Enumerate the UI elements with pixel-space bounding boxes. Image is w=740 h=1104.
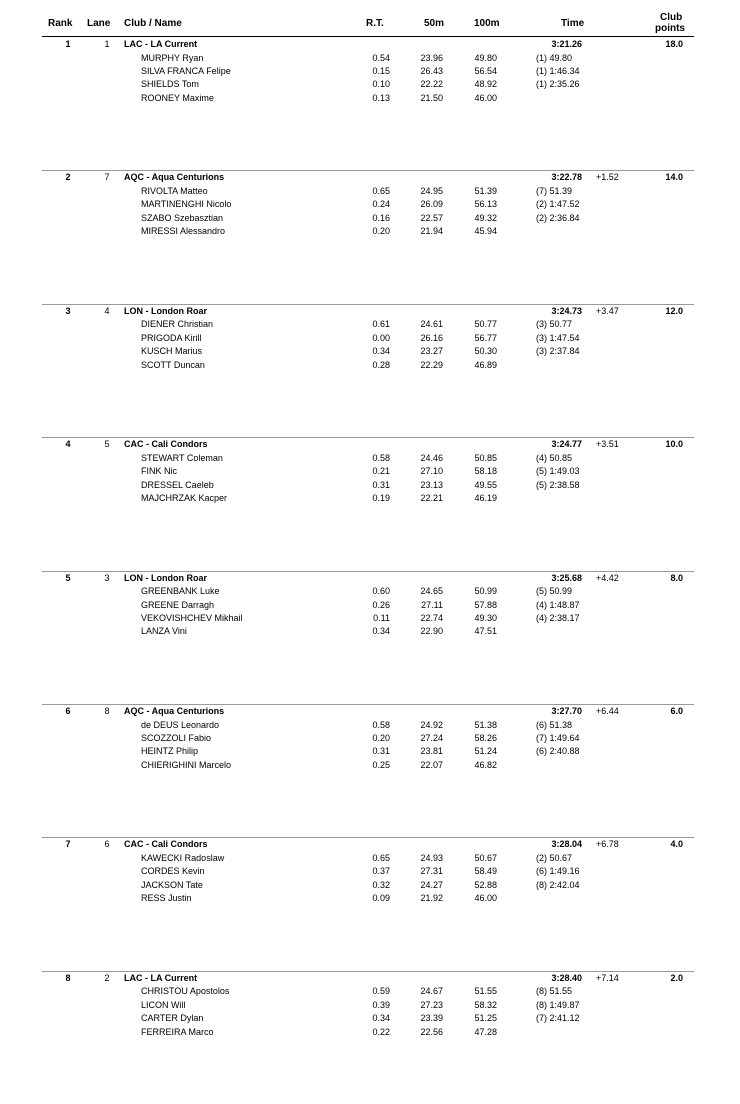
- swimmer-split-100m: 49.55: [474, 479, 497, 490]
- team-lane: 4: [104, 305, 110, 316]
- swimmer-cumulative-time: (6) 2:40.88: [536, 746, 580, 757]
- swimmer-cumulative-time: (5) 50.99: [536, 586, 573, 597]
- swimmer-split-50m: 26.43: [420, 66, 443, 76]
- swimmer-split-100m: 50.77: [474, 319, 497, 330]
- swimmer-split-100m: 58.18: [474, 466, 497, 477]
- swimmer-row: [0, 212, 740, 225]
- team-club-name: AQC - Aqua Centurions: [124, 705, 225, 716]
- team-final-time: 3:24.77: [551, 439, 582, 450]
- swimmer-reaction-time: 0.21: [372, 466, 390, 477]
- swimmer-name: ROONEY Maxime: [141, 92, 214, 103]
- team-rank: 6: [65, 705, 71, 716]
- team-row: [0, 38, 740, 51]
- swimmer-split-50m: 27.23: [420, 999, 443, 1010]
- swimmer-split-100m: 51.24: [474, 746, 497, 757]
- team-final-time: 3:27.70: [551, 705, 582, 716]
- swimmer-row: [0, 332, 740, 345]
- header-rank: Rank: [48, 18, 73, 29]
- swimmer-split-50m: 22.07: [420, 759, 443, 770]
- swimmer-reaction-time: 0.28: [372, 359, 390, 370]
- swimmer-reaction-time: 0.16: [372, 212, 390, 223]
- swimmer-split-50m: 24.27: [420, 879, 443, 890]
- swimmer-row: [0, 345, 740, 358]
- swimmer-split-100m: 47.51: [474, 626, 497, 637]
- swimmer-cumulative-time: (5) 2:38.58: [536, 479, 580, 490]
- team-club-points: 4.0: [670, 839, 683, 850]
- team-club-points: 2.0: [670, 972, 683, 983]
- swimmer-split-50m: 21.50: [420, 92, 443, 103]
- swimmer-reaction-time: 0.37: [372, 866, 390, 877]
- swimmer-reaction-time: 0.34: [372, 1013, 390, 1024]
- swimmer-name: JACKSON Tate: [141, 879, 203, 890]
- swimmer-reaction-time: 0.20: [372, 732, 390, 743]
- team-result-block: [0, 304, 740, 437]
- swimmer-row: [0, 52, 740, 65]
- team-club-points: 14.0: [665, 172, 683, 183]
- team-final-time: 3:28.04: [551, 839, 582, 850]
- swimmer-name: GREENE Darragh: [141, 599, 215, 610]
- swimmer-reaction-time: 0.65: [372, 185, 390, 196]
- swimmer-split-100m: 47.28: [474, 1026, 497, 1037]
- swimmer-split-50m: 22.57: [420, 212, 443, 223]
- swimmer-cumulative-time: (3) 50.77: [536, 319, 573, 330]
- team-result-block: [0, 571, 740, 704]
- swimmer-reaction-time: 0.26: [372, 599, 390, 610]
- swimmer-name: GREENBANK Luke: [141, 586, 220, 597]
- team-row: [0, 705, 740, 718]
- swimmer-reaction-time: 0.65: [372, 852, 390, 863]
- swimmer-split-100m: 56.13: [474, 199, 497, 210]
- swimmer-split-50m: 22.21: [420, 492, 443, 503]
- swimmer-row: [0, 198, 740, 211]
- team-final-time: 3:28.40: [551, 972, 582, 983]
- swimmer-split-100m: 56.77: [474, 332, 497, 343]
- swimmer-reaction-time: 0.60: [372, 586, 390, 597]
- swimmer-cumulative-time: (8) 51.55: [536, 986, 573, 997]
- swimmer-reaction-time: 0.54: [372, 52, 390, 63]
- team-rank: 5: [65, 572, 71, 583]
- swimmer-row: [0, 585, 740, 598]
- swimmer-split-100m: 52.88: [474, 879, 497, 890]
- results-table: [0, 37, 740, 1104]
- team-club-points: 6.0: [670, 705, 683, 716]
- swimmer-name: KAWECKI Radoslaw: [141, 852, 225, 863]
- swimmer-split-100m: 50.67: [474, 852, 497, 863]
- results-header: [0, 0, 740, 37]
- swimmer-reaction-time: 0.22: [372, 1026, 390, 1037]
- swimmer-reaction-time: 0.25: [372, 759, 390, 770]
- swimmer-row: [0, 599, 740, 612]
- swimmer-cumulative-time: (4) 2:38.17: [536, 612, 580, 623]
- swimmer-row: [0, 612, 740, 625]
- swimmer-split-100m: 58.49: [474, 866, 497, 877]
- swimmer-split-100m: 49.32: [474, 212, 497, 223]
- team-row: [0, 171, 740, 184]
- swimmer-split-50m: 27.31: [420, 866, 443, 877]
- swimmer-name: HEINTZ Philip: [141, 746, 199, 757]
- swimmer-name: VEKOVISHCHEV Mikhail: [141, 612, 243, 623]
- swimmer-split-100m: 51.38: [474, 719, 497, 730]
- swimmer-row: [0, 65, 740, 78]
- swimmer-row: [0, 852, 740, 865]
- team-rank: 7: [65, 839, 71, 850]
- swimmer-split-100m: 48.92: [474, 79, 497, 90]
- swimmer-split-50m: 27.11: [421, 599, 443, 610]
- swimmer-reaction-time: 0.59: [372, 986, 390, 997]
- swimmer-reaction-time: 0.31: [372, 479, 390, 490]
- swimmer-row: [0, 732, 740, 745]
- swimmer-split-50m: 24.93: [420, 852, 443, 863]
- header-reaction-time: R.T.: [366, 18, 384, 29]
- swimmer-name: SCOZZOLI Fabio: [141, 732, 212, 743]
- swimmer-cumulative-time: (2) 2:36.84: [536, 212, 580, 223]
- swimmer-cumulative-time: (6) 51.38: [536, 719, 573, 730]
- header-club-points-line2: points: [655, 23, 685, 34]
- team-time-behind: +7.14: [596, 972, 619, 983]
- team-result-block: [0, 704, 740, 837]
- swimmer-split-100m: 45.94: [474, 226, 497, 237]
- swimmer-reaction-time: 0.58: [372, 719, 390, 730]
- swimmer-split-50m: 23.39: [420, 1013, 443, 1024]
- swimmer-split-50m: 24.61: [420, 319, 443, 330]
- team-rank: 1: [65, 39, 71, 49]
- swimmer-reaction-time: 0.24: [372, 199, 390, 210]
- swimmer-cumulative-time: (1) 1:46.34: [536, 66, 580, 76]
- swimmer-name: FINK Nic: [141, 466, 177, 477]
- team-rank: 4: [65, 439, 71, 450]
- swimmer-cumulative-time: (6) 1:49.16: [536, 866, 580, 877]
- swimmer-split-100m: 58.32: [474, 999, 497, 1010]
- swimmer-row: [0, 985, 740, 998]
- team-final-time: 3:25.68: [551, 572, 582, 583]
- swimmer-reaction-time: 0.34: [372, 346, 390, 357]
- swimmer-name: FERREIRA Marco: [141, 1026, 214, 1037]
- team-club-name: AQC - Aqua Centurions: [124, 172, 225, 183]
- swimmer-split-50m: 22.22: [420, 79, 443, 90]
- team-time-behind: +1.52: [596, 172, 619, 183]
- team-club-name: LON - London Roar: [124, 305, 207, 316]
- swimmer-split-50m: 23.13: [420, 479, 443, 490]
- swimmer-name: CARTER Dylan: [141, 1013, 204, 1024]
- swimmer-name: de DEUS Leonardo: [141, 719, 220, 730]
- team-time-behind: +4.42: [596, 572, 619, 583]
- team-result-block: [0, 971, 740, 1104]
- swimmer-split-50m: 21.92: [420, 893, 443, 904]
- team-lane: 7: [104, 172, 110, 183]
- team-club-name: LAC - LA Current: [124, 39, 198, 49]
- swimmer-row: [0, 625, 740, 638]
- team-time-behind: +3.47: [596, 305, 619, 316]
- swimmer-cumulative-time: (2) 1:47.52: [536, 199, 580, 210]
- team-row: [0, 838, 740, 851]
- swimmer-cumulative-time: (7) 51.39: [536, 185, 573, 196]
- team-lane: 5: [104, 439, 110, 450]
- swimmer-split-100m: 56.54: [474, 66, 497, 76]
- team-row: [0, 972, 740, 985]
- swimmer-name: DIENER Christian: [141, 319, 214, 330]
- swimmer-row: [0, 452, 740, 465]
- team-lane: 1: [104, 39, 110, 49]
- header-50m: 50m: [424, 18, 445, 29]
- swimmer-reaction-time: 0.39: [372, 999, 390, 1010]
- swimmer-split-50m: 24.67: [420, 986, 443, 997]
- swimmer-cumulative-time: (8) 2:42.04: [536, 879, 580, 890]
- swimmer-cumulative-time: (4) 50.85: [536, 452, 573, 463]
- swimmer-reaction-time: 0.20: [372, 226, 390, 237]
- swimmer-row: [0, 1026, 740, 1039]
- swimmer-name: RESS Justin: [141, 893, 192, 904]
- swimmer-row: [0, 719, 740, 732]
- swimmer-name: PRIGODA Kirill: [141, 332, 202, 343]
- swimmer-row: [0, 492, 740, 505]
- team-club-name: CAC - Cali Condors: [124, 439, 208, 450]
- swimmer-reaction-time: 0.61: [372, 319, 390, 330]
- swimmer-name: LANZA Vini: [141, 626, 187, 637]
- swimmer-cumulative-time: (2) 50.67: [536, 852, 573, 863]
- swimmer-name: MURPHY Ryan: [141, 52, 204, 63]
- swimmer-split-100m: 46.89: [474, 359, 497, 370]
- swimmer-row: [0, 892, 740, 905]
- team-result-block: [0, 837, 740, 970]
- swimmer-name: SZABO Szebasztian: [141, 212, 224, 223]
- team-rank: 3: [65, 305, 71, 316]
- swimmer-split-50m: 23.96: [420, 52, 443, 63]
- swimmer-split-100m: 46.19: [474, 492, 497, 503]
- header-club-name: Club / Name: [124, 18, 182, 29]
- swimmer-split-100m: 49.80: [474, 52, 497, 63]
- swimmer-reaction-time: 0.13: [372, 92, 390, 103]
- team-time-behind: +3.51: [596, 439, 619, 450]
- swimmer-row: [0, 479, 740, 492]
- team-lane: 3: [104, 572, 110, 583]
- swimmer-name: STEWART Coleman: [141, 452, 223, 463]
- swimmer-split-100m: 46.00: [474, 893, 497, 904]
- swimmer-cumulative-time: (3) 1:47.54: [536, 332, 580, 343]
- swimmer-row: [0, 745, 740, 758]
- swimmer-split-100m: 46.00: [474, 92, 497, 103]
- swimmer-split-100m: 50.99: [474, 586, 497, 597]
- team-club-points: 10.0: [665, 439, 683, 450]
- swimmer-split-100m: 49.30: [474, 612, 497, 623]
- swimmer-name: CHIERIGHINI Marcelo: [141, 759, 232, 770]
- swimmer-reaction-time: 0.32: [372, 879, 390, 890]
- swimmer-reaction-time: 0.31: [372, 746, 390, 757]
- swimmer-split-100m: 51.55: [474, 986, 497, 997]
- swimmer-row: [0, 999, 740, 1012]
- team-lane: 2: [104, 972, 110, 983]
- swimmer-row: [0, 318, 740, 331]
- header-time: Time: [561, 18, 585, 29]
- swimmer-split-50m: 23.27: [420, 346, 443, 357]
- swimmer-reaction-time: 0.19: [372, 492, 390, 503]
- team-rank: 2: [65, 172, 71, 183]
- swimmer-reaction-time: 0.58: [372, 452, 390, 463]
- swimmer-cumulative-time: (1) 49.80: [536, 52, 573, 63]
- swimmer-name: SCOTT Duncan: [141, 359, 205, 370]
- swimmer-split-50m: 22.90: [420, 626, 443, 637]
- team-final-time: 3:24.73: [551, 305, 582, 316]
- swimmer-name: LICON Will: [141, 999, 186, 1010]
- swimmer-split-100m: 57.88: [474, 599, 497, 610]
- team-club-points: 18.0: [665, 39, 683, 49]
- swimmer-split-50m: 27.10: [420, 466, 443, 477]
- swimmer-row: [0, 879, 740, 892]
- swimmer-row: [0, 225, 740, 238]
- swimmer-cumulative-time: (7) 2:41.12: [536, 1013, 580, 1024]
- swimmer-name: CHRISTOU Apostolos: [141, 986, 230, 997]
- swimmer-cumulative-time: (3) 2:37.84: [536, 346, 580, 357]
- swimmer-cumulative-time: (1) 2:35.26: [536, 79, 580, 90]
- team-time-behind: +6.78: [596, 839, 619, 850]
- swimmer-row: [0, 865, 740, 878]
- swimmer-split-100m: 50.30: [474, 346, 497, 357]
- swimmer-name: MAJCHRZAK Kacper: [141, 492, 228, 503]
- team-club-points: 8.0: [670, 572, 683, 583]
- team-time-behind: +6.44: [596, 705, 619, 716]
- swimmer-name: KUSCH Marius: [141, 346, 203, 357]
- swimmer-row: [0, 78, 740, 91]
- swimmer-split-50m: 22.56: [420, 1026, 443, 1037]
- team-club-name: LAC - LA Current: [124, 972, 198, 983]
- team-result-block: [0, 170, 740, 303]
- swimmer-cumulative-time: (8) 1:49.87: [536, 999, 580, 1010]
- swimmer-name: MIRESSI Alessandro: [141, 226, 226, 237]
- team-lane: 8: [104, 705, 110, 716]
- swimmer-reaction-time: 0.34: [372, 626, 390, 637]
- swimmer-name: DRESSEL Caeleb: [141, 479, 214, 490]
- team-lane: 6: [104, 839, 110, 850]
- team-row: [0, 438, 740, 451]
- header-lane: Lane: [87, 18, 111, 29]
- swimmer-split-50m: 26.09: [420, 199, 443, 210]
- swimmer-split-50m: 22.29: [420, 359, 443, 370]
- swimmer-name: SILVA FRANCA Felipe: [141, 66, 231, 76]
- swimmer-reaction-time: 0.00: [372, 332, 390, 343]
- swimmer-cumulative-time: (5) 1:49.03: [536, 466, 580, 477]
- swimmer-name: SHIELDS Tom: [141, 79, 199, 90]
- team-final-time: 3:21.26: [551, 39, 582, 49]
- header-club-points-line1: Club: [660, 12, 683, 23]
- swimmer-row: [0, 185, 740, 198]
- team-result-block: [0, 437, 740, 570]
- swimmer-reaction-time: 0.15: [372, 66, 390, 76]
- swimmer-split-100m: 46.82: [474, 759, 497, 770]
- swimmer-split-100m: 50.85: [474, 452, 497, 463]
- swimmer-cumulative-time: (4) 1:48.87: [536, 599, 580, 610]
- swimmer-name: CORDES Kevin: [141, 866, 205, 877]
- team-club-name: CAC - Cali Condors: [124, 839, 208, 850]
- swimmer-split-50m: 24.95: [420, 185, 443, 196]
- team-club-points: 12.0: [665, 305, 683, 316]
- team-row: [0, 305, 740, 318]
- swimmer-split-100m: 51.39: [474, 185, 497, 196]
- swimmer-split-50m: 22.74: [420, 612, 443, 623]
- swimmer-row: [0, 759, 740, 772]
- swimmer-row: [0, 1012, 740, 1025]
- swimmer-row: [0, 465, 740, 478]
- swimmer-split-100m: 51.25: [474, 1013, 497, 1024]
- swimmer-row: [0, 359, 740, 372]
- swimmer-reaction-time: 0.11: [373, 612, 390, 623]
- swimmer-split-50m: 21.94: [420, 226, 443, 237]
- team-result-block: [0, 37, 740, 170]
- header-100m: 100m: [474, 18, 500, 29]
- swimmer-split-50m: 24.65: [420, 586, 443, 597]
- team-row: [0, 572, 740, 585]
- swimmer-split-50m: 24.92: [420, 719, 443, 730]
- swimmer-split-50m: 24.46: [420, 452, 443, 463]
- team-club-name: LON - London Roar: [124, 572, 207, 583]
- swimmer-name: RIVOLTA Matteo: [141, 185, 208, 196]
- swimmer-name: MARTINENGHI Nicolo: [141, 199, 232, 210]
- swimmer-row: [0, 92, 740, 105]
- swimmer-split-50m: 27.24: [420, 732, 443, 743]
- team-rank: 8: [65, 972, 71, 983]
- swimmer-split-50m: 23.81: [420, 746, 443, 757]
- swimmer-split-100m: 58.26: [474, 732, 497, 743]
- swimmer-cumulative-time: (7) 1:49.64: [536, 732, 580, 743]
- swimmer-split-50m: 26.16: [420, 332, 443, 343]
- swimmer-reaction-time: 0.09: [372, 893, 390, 904]
- team-final-time: 3:22.78: [551, 172, 582, 183]
- swimmer-reaction-time: 0.10: [372, 79, 390, 90]
